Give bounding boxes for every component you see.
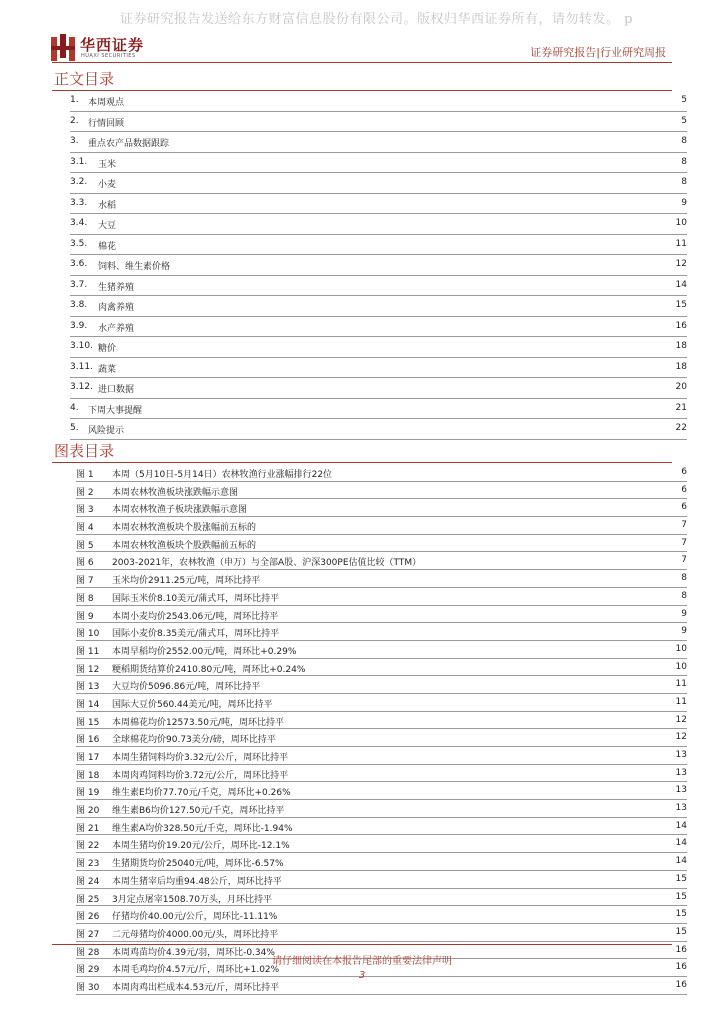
toc-leader-line <box>70 152 687 153</box>
toc-entry-title: 大豆 <box>98 221 117 231</box>
figures-title: 图表目录 <box>54 442 115 460</box>
toc-entry <box>70 379 687 400</box>
figure-entry-number: 图 17 <box>76 753 100 763</box>
figure-entry-number: 图 23 <box>76 859 100 870</box>
toc-leader-line <box>70 439 687 440</box>
figure-entry <box>76 836 687 854</box>
figure-entry-title: 二元母猪均价4000.00元/头，周环比持平 <box>112 929 279 940</box>
figure-entry-number: 图 2 <box>76 487 94 498</box>
toc-entry <box>70 113 687 134</box>
figure-leader-line <box>76 764 687 765</box>
toc-entry-number: 3. <box>70 136 79 146</box>
toc-leader-line <box>70 275 687 276</box>
figure-leader-line <box>76 640 687 641</box>
figure-entry <box>76 801 687 819</box>
toc-entry-title: 下周大事提醒 <box>88 405 143 416</box>
page-number: 3 <box>358 970 366 981</box>
toc-entry-page: 22 <box>675 423 687 433</box>
figure-entry-title: 3月定点屠宰1508.70万头，月环比持平 <box>112 894 272 905</box>
figure-entry <box>76 854 687 872</box>
logo-text-cn: 华西证券 <box>80 36 145 54</box>
watermark-text: 证券研究报告发送给东方财富信息股份有限公司。版权归华西证券所有，请勿转发。 p <box>120 12 633 27</box>
footer-divider <box>52 944 672 945</box>
figure-entry-title: 本周生猪宰后均重94.48公斤，周环比持平 <box>112 876 282 887</box>
figure-entry-page: 15 <box>675 891 687 902</box>
figure-leader-line <box>76 658 687 659</box>
toc-entry-page: 8 <box>681 177 687 187</box>
figure-entry-number: 图 8 <box>76 593 94 604</box>
figure-leader-line <box>76 941 687 942</box>
toc-entry-number: 3.7. <box>70 279 88 290</box>
huaxi-logo-icon <box>50 34 76 62</box>
figure-entry-title: 本周鸡苗均价4.39元/羽，周环比-0.34% <box>112 947 275 958</box>
figure-entry-page: 16 <box>675 944 687 955</box>
figure-entry-title: 本周农林牧渔板块涨跌幅示意图 <box>112 487 239 498</box>
toc-leader-line <box>70 357 687 358</box>
figure-entry-title: 本周毛鸡均价4.57元/斤，周环比+1.02% <box>112 965 280 976</box>
toc-entry-title: 水稻 <box>98 200 117 211</box>
figure-entry-number: 图 20 <box>76 806 100 817</box>
toc-entry-title: 本周观点 <box>88 98 125 108</box>
toc-entry-number: 3.6. <box>70 259 88 269</box>
figure-entry-page: 14 <box>675 820 687 831</box>
toc-entry-number: 3.11. <box>70 361 93 372</box>
figure-entry-title: 维生素A均价328.50元/千克，周环比-1.94% <box>112 823 293 834</box>
figure-entry-title: 国际小麦价8.35美元/蒲式耳，周环比持平 <box>112 629 280 640</box>
logo <box>50 34 170 64</box>
figure-leader-line <box>76 852 687 853</box>
figure-entry-title: 国际玉米价8.10美元/蒲式耳，周环比持平 <box>112 593 280 604</box>
figures-list <box>76 465 687 996</box>
figure-entry-title: 本周生猪均价19.20元/公斤，周环比-12.1% <box>112 841 290 852</box>
figure-entry <box>76 783 687 801</box>
toc-entry <box>70 420 687 441</box>
figure-entry-number: 图 5 <box>76 540 94 551</box>
figure-entry <box>76 677 687 695</box>
toc-entry <box>70 215 687 236</box>
toc-entry-number: 4. <box>70 402 79 413</box>
figure-entry-page: 15 <box>675 873 687 884</box>
figure-leader-line <box>76 994 687 995</box>
figure-entry-page: 16 <box>675 962 687 973</box>
toc-entry-title: 饲料、维生素价格 <box>98 262 171 272</box>
figure-entry-title: 本周肉鸡饲料均价3.72元/公斤，周环比持平 <box>112 770 289 781</box>
toc-entry-title: 生猪养殖 <box>98 282 135 293</box>
figure-entry-title: 仔猪均价40.00元/公斤，周环比-11.11% <box>112 912 278 923</box>
toc-entry-number: 3.3. <box>70 197 88 208</box>
figure-entry-page: 8 <box>681 573 687 584</box>
figure-leader-line <box>76 605 687 606</box>
figure-entry-page: 11 <box>675 696 687 707</box>
toc-entry-page: 5 <box>681 115 687 126</box>
toc-entry-page: 16 <box>675 320 687 331</box>
toc-entry-title: 玉米 <box>98 159 117 170</box>
toc-entry <box>70 297 687 318</box>
figure-entry-title: 本周农林牧渔板块个股跌幅前五标的 <box>112 540 257 551</box>
figure-leader-line <box>76 799 687 800</box>
toc-entry-title: 肉禽养殖 <box>98 303 135 313</box>
toc-entry-page: 14 <box>675 279 687 290</box>
figure-entry <box>76 907 687 925</box>
toc-entry <box>70 195 687 216</box>
figure-leader-line <box>76 746 687 747</box>
figure-entry-number: 图 13 <box>76 682 100 693</box>
figure-leader-line <box>76 587 687 588</box>
figure-entry-number: 图 11 <box>76 646 100 657</box>
figure-entry-page: 12 <box>675 732 687 743</box>
figure-entry-title: 2003-2021年，农林牧渔（申万）与全部A股、沪深300PE估值比较（TTM） <box>112 558 422 569</box>
toc-entry-page: 12 <box>675 259 687 269</box>
toc-entry-number: 3.4. <box>70 218 88 228</box>
figure-leader-line <box>76 675 687 676</box>
figure-entry <box>76 553 687 571</box>
figure-entry-number: 图 9 <box>76 611 94 622</box>
toc-entry-number: 5. <box>70 423 79 433</box>
header-divider <box>52 62 672 63</box>
figure-entry-page: 13 <box>675 767 687 778</box>
figure-entry-title: 粳稻期货结算价2410.80元/吨，周环比+0.24% <box>112 664 306 675</box>
figure-entry-title: 本周生猪饲料均价3.32元/公斤，周环比持平 <box>112 753 289 763</box>
figure-entry-number: 图 24 <box>76 876 100 887</box>
figure-entry <box>76 766 687 784</box>
toc-entry-page: 20 <box>675 382 687 392</box>
toc-entry <box>70 318 687 339</box>
figure-entry <box>76 925 687 943</box>
figure-entry-page: 13 <box>675 750 687 760</box>
figure-entry-page: 8 <box>681 590 687 601</box>
toc-entry-title: 风险提示 <box>88 426 125 436</box>
figure-entry-title: 维生素B6均价127.50元/千克，周环比持平 <box>112 806 285 817</box>
figure-entry <box>76 518 687 536</box>
figure-entry-page: 14 <box>675 856 687 867</box>
figure-entry-title: 大豆均价5096.86元/吨，周环比持平 <box>112 682 261 693</box>
figure-leader-line <box>76 516 687 517</box>
toc-entry-number: 3.9. <box>70 320 88 331</box>
toc-entry-title: 棉花 <box>98 241 117 252</box>
figure-leader-line <box>76 551 687 552</box>
figure-leader-line <box>76 905 687 906</box>
figure-entry-number: 图 25 <box>76 894 100 905</box>
toc-entry <box>70 174 687 195</box>
figure-entry <box>76 660 687 678</box>
toc-entry-page: 5 <box>681 95 687 105</box>
figure-entry <box>76 748 687 766</box>
toc-entry-title: 小麦 <box>98 180 117 190</box>
toc-entry-title: 水产养殖 <box>98 323 135 334</box>
toc-entry-number: 3.8. <box>70 300 88 310</box>
figure-entry-number: 图 22 <box>76 841 100 852</box>
toc-entry-page: 11 <box>675 238 687 249</box>
figure-leader-line <box>76 870 687 871</box>
toc-leader-line <box>70 418 687 419</box>
figure-entry <box>76 465 687 483</box>
toc-entry <box>70 338 687 359</box>
figure-leader-line <box>76 693 687 694</box>
figure-entry-page: 16 <box>675 979 687 990</box>
figure-entry-page: 7 <box>681 520 687 531</box>
toc-leader-line <box>70 131 687 132</box>
figure-leader-line <box>76 923 687 924</box>
figure-leader-line <box>76 888 687 889</box>
figure-entry-page: 13 <box>675 803 687 814</box>
figure-entry <box>76 872 687 890</box>
toc-entry-number: 3.12. <box>70 382 93 392</box>
figure-entry-page: 13 <box>675 785 687 796</box>
toc-entry <box>70 359 687 380</box>
figure-entry-title: 国际大豆价560.44美元/吨，周环比持平 <box>112 699 273 710</box>
figure-entry-number: 图 16 <box>76 735 100 746</box>
figure-entry-title: 全球棉花均价90.73美分/磅，周环比持平 <box>112 735 276 746</box>
toc-entry-number: 1. <box>70 95 79 105</box>
figure-entry-title: 本周早稻均价2552.00元/吨，周环比+0.29% <box>112 646 297 657</box>
figure-entry-page: 15 <box>675 926 687 937</box>
toc-leader-line <box>70 254 687 255</box>
toc-entry <box>70 133 687 154</box>
toc-entry <box>70 236 687 257</box>
toc-title-divider <box>52 90 672 91</box>
toc-entry-number: 3.1. <box>70 156 88 167</box>
toc-entry-number: 3.10. <box>70 341 93 351</box>
figure-entry-number: 图 28 <box>76 947 100 958</box>
toc-entry-title: 蔬菜 <box>98 364 117 375</box>
toc-leader-line <box>70 295 687 296</box>
figure-entry-number: 图 21 <box>76 823 100 834</box>
toc-entry-page: 8 <box>681 136 687 146</box>
figure-entry <box>76 624 687 642</box>
toc-entry <box>70 154 687 175</box>
figure-entry <box>76 536 687 554</box>
toc-entry-title: 重点农产品数据跟踪 <box>88 139 170 149</box>
figure-entry-number: 图 26 <box>76 912 100 923</box>
figure-entry-number: 图 1 <box>76 470 94 480</box>
figure-entry-page: 14 <box>675 838 687 849</box>
legal-notice: 请仔细阅读在本报告尾部的重要法律声明 <box>272 956 452 967</box>
figure-entry-number: 图 30 <box>76 982 100 993</box>
figure-leader-line <box>76 498 687 499</box>
figure-leader-line <box>76 834 687 835</box>
figure-entry-number: 图 19 <box>76 788 100 799</box>
figure-entry-title: 本周棉花均价12573.50元/吨，周环比持平 <box>112 717 284 728</box>
figure-leader-line <box>76 569 687 570</box>
figure-entry-page: 9 <box>681 626 687 637</box>
figure-leader-line <box>76 781 687 782</box>
figure-entry <box>76 642 687 660</box>
figure-entry <box>76 730 687 748</box>
toc-leader-line <box>70 398 687 399</box>
figure-entry-title: 维生素E均价77.70元/千克，周环比+0.26% <box>112 788 291 799</box>
toc-title: 正文目录 <box>54 70 115 88</box>
toc-leader-line <box>70 336 687 337</box>
figure-entry-number: 图 18 <box>76 770 100 781</box>
logo-text-en: HUAXI SECURITIES <box>81 53 136 59</box>
toc-entry-title: 进口数据 <box>98 385 135 395</box>
toc-entry <box>70 256 687 277</box>
figure-entry-title: 本周（5月10日-5月14日）农林牧渔行业涨幅排行22位 <box>112 470 333 480</box>
figure-leader-line <box>76 728 687 729</box>
figure-leader-line <box>76 817 687 818</box>
toc-leader-line <box>70 234 687 235</box>
figure-entry-page: 7 <box>681 555 687 566</box>
figure-entry-number: 图 15 <box>76 717 100 728</box>
figure-entry-page: 9 <box>681 608 687 619</box>
toc-entry-page: 10 <box>675 218 687 228</box>
toc-entry-number: 3.5. <box>70 238 88 249</box>
toc-entry-page: 9 <box>681 197 687 208</box>
figure-entry-number: 图 27 <box>76 929 100 940</box>
toc-leader-line <box>70 111 687 112</box>
figure-entry <box>76 589 687 607</box>
figure-entry-page: 11 <box>675 679 687 690</box>
figures-title-divider <box>52 462 672 463</box>
figure-entry-number: 图 7 <box>76 576 94 587</box>
figure-entry-number: 图 12 <box>76 664 100 675</box>
figure-entry <box>76 713 687 731</box>
figure-entry <box>76 819 687 837</box>
toc-entry-title: 行情回顾 <box>88 118 125 129</box>
figure-entry <box>76 890 687 908</box>
figure-entry-title: 本周肉鸡出栏成本4.53元/斤，周环比持平 <box>112 982 280 993</box>
toc-entry-number: 3.2. <box>70 177 88 187</box>
toc-leader-line <box>70 377 687 378</box>
figure-entry <box>76 500 687 518</box>
figure-entry-title: 玉米均价2911.25元/吨，周环比持平 <box>112 576 261 587</box>
toc-list <box>70 92 687 441</box>
figure-entry-page: 10 <box>675 643 687 654</box>
figure-entry-page: 6 <box>681 484 687 495</box>
toc-entry <box>70 277 687 298</box>
figure-entry-page: 15 <box>675 909 687 920</box>
figure-entry-number: 图 3 <box>76 505 94 516</box>
toc-entry-page: 18 <box>675 361 687 372</box>
figure-entry-page: 6 <box>681 502 687 513</box>
toc-leader-line <box>70 213 687 214</box>
toc-entry-page: 18 <box>675 341 687 351</box>
toc-entry-page: 8 <box>681 156 687 167</box>
figure-entry-number: 图 29 <box>76 965 100 976</box>
figure-leader-line <box>76 622 687 623</box>
toc-entry-page: 21 <box>675 402 687 413</box>
toc-entry <box>70 92 687 113</box>
figure-entry-page: 10 <box>675 661 687 672</box>
figure-entry-page: 12 <box>675 714 687 725</box>
figure-entry-title: 本周农林牧渔板块个股涨幅前五标的 <box>112 523 257 534</box>
toc-entry <box>70 400 687 421</box>
figure-leader-line <box>76 534 687 535</box>
figure-leader-line <box>76 711 687 712</box>
figure-entry-title: 本周小麦均价2543.06元/吨，周环比持平 <box>112 611 279 622</box>
figure-entry-page: 7 <box>681 537 687 548</box>
figure-entry-title: 本周农林牧渔子板块涨跌幅示意图 <box>112 505 248 516</box>
figure-entry <box>76 483 687 501</box>
toc-leader-line <box>70 316 687 317</box>
toc-entry-title: 糖价 <box>98 344 117 354</box>
figure-leader-line <box>76 481 687 482</box>
figure-entry <box>76 695 687 713</box>
figure-entry-number: 图 6 <box>76 558 94 569</box>
figure-entry-number: 图 10 <box>76 629 100 640</box>
figure-entry-title: 生猪期货均价25040元/吨，周环比-6.57% <box>112 859 284 870</box>
toc-entry-number: 2. <box>70 115 79 126</box>
toc-leader-line <box>70 172 687 173</box>
toc-leader-line <box>70 193 687 194</box>
figure-entry-page: 6 <box>681 467 687 477</box>
figure-entry-number: 图 14 <box>76 699 100 710</box>
report-type: 证券研究报告|行业研究周报 <box>530 46 666 59</box>
toc-entry-page: 15 <box>675 300 687 310</box>
figure-entry-number: 图 4 <box>76 523 94 534</box>
figure-entry <box>76 607 687 625</box>
figure-entry <box>76 571 687 589</box>
